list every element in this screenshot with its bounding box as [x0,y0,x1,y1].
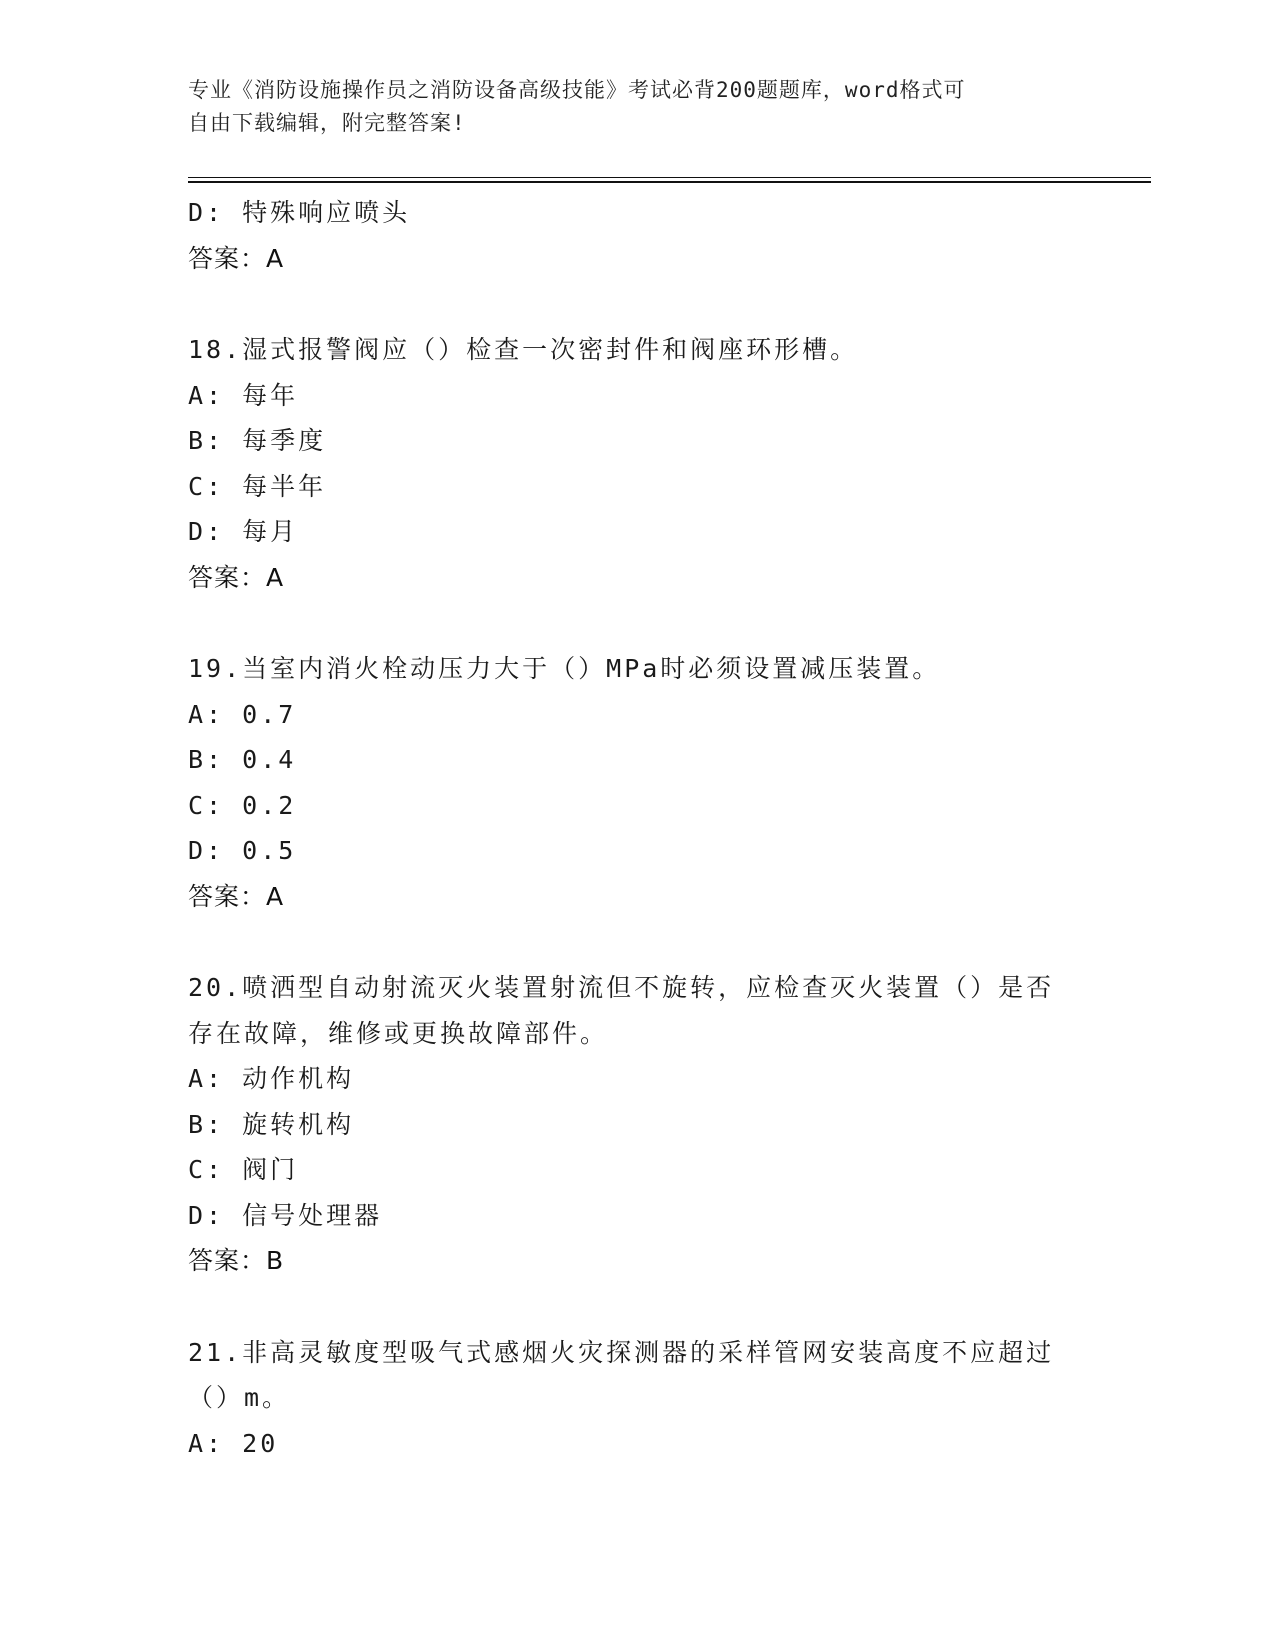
question-stem: 18.湿式报警阀应（）检查一次密封件和阀座环形槽。 [188,335,859,364]
question-stem: 20.喷洒型自动射流灭火装置射流但不旋转，应检查灭火装置（）是否存在故障，维修或更换故障部件。 [188,973,1055,1048]
spacer [188,600,1088,646]
question-block-18 [188,327,1088,600]
spacer [188,919,1088,965]
option-b: B: 0.4 [188,745,297,774]
option-a: A: 每年 [188,380,299,410]
option-d: D: 特殊响应喷头 [188,198,411,227]
question-block-17 [188,190,1088,281]
header-title-line-2: 自由下载编辑，附完整答案! [188,111,466,135]
option-a: A: 0.7 [188,699,297,729]
answer-line: 答案：A [188,881,285,911]
header-title-line-1: 专业《消防设施操作员之消防设备高级技能》考试必背200题题库，word格式可 [188,78,966,102]
option-d: D: 信号处理器 [188,1200,383,1230]
option-a: A: 动作机构 [188,1064,355,1093]
header-divider-thick [188,181,1151,183]
option-b: B: 旋转机构 [188,1109,355,1139]
option-d: D: 0.5 [188,836,297,865]
option-c: C: 0.2 [188,790,297,820]
spacer [188,281,1088,327]
answer-line: 答案：A [188,243,285,273]
question-block-21 [188,1330,1088,1467]
question-block-19 [188,646,1088,919]
question-block-20 [188,965,1088,1284]
question-stem: 19.当室内消火栓动压力大于（）MPa时必须设置减压装置。 [188,654,941,683]
option-d: D: 每月 [188,517,299,546]
question-stem: 21.非高灵敏度型吸气式感烟火灾探测器的采样管网安装高度不应超过（）m。 [188,1337,1055,1412]
option-c: C: 每半年 [188,471,327,501]
option-c: C: 阀门 [188,1155,299,1184]
option-a: A: 20 [188,1428,279,1458]
header-divider-thin [188,177,1151,178]
answer-line: 答案：B [188,1246,285,1275]
spacer [188,1284,1088,1330]
option-b: B: 每季度 [188,426,327,455]
answer-line: 答案：A [188,562,285,592]
question-list [188,190,1088,1466]
document-header [188,74,1068,140]
